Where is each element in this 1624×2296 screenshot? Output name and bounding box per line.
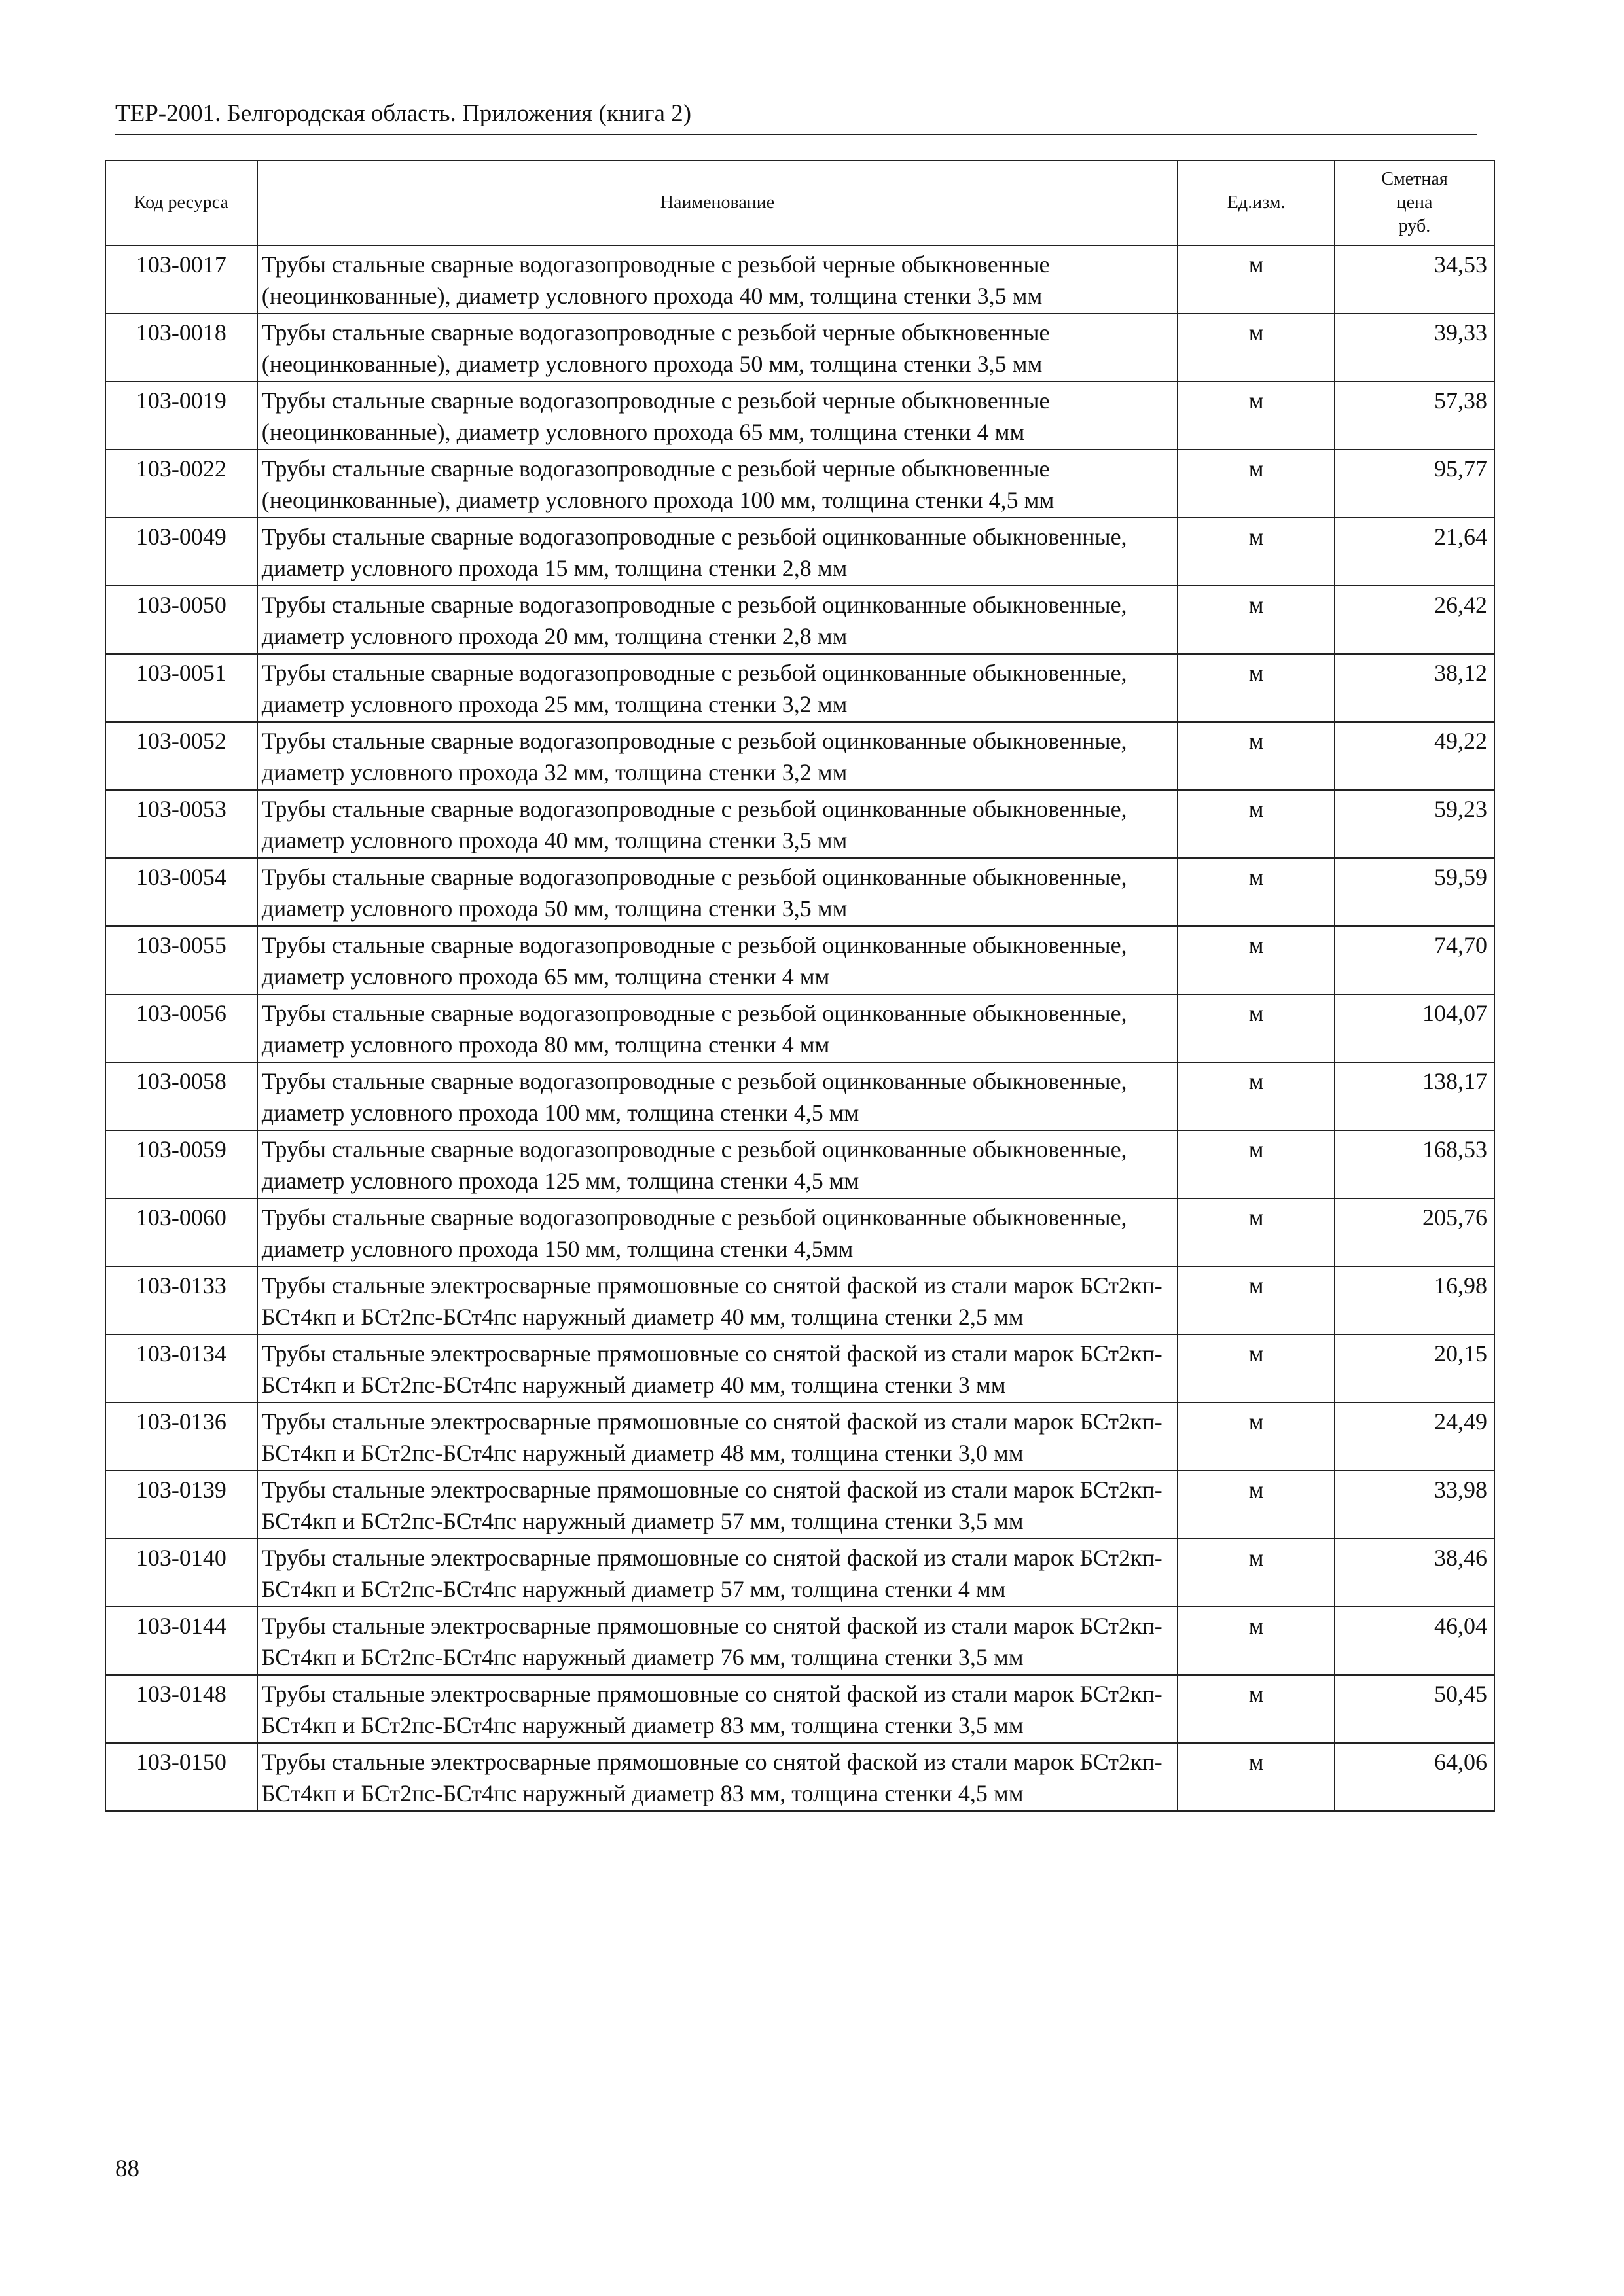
resource-name-cell: Трубы стальные сварные водогазопроводные с резьбой оцинкованные обыкновенные, диаметр условного прохода 15 мм, толщина стенки 2,8 мм: [257, 518, 1178, 586]
unit-cell: м: [1178, 1743, 1335, 1811]
resource-name-cell: Трубы стальные электросварные прямошовные со снятой фаской из стали марок БСт2кп-БСт4кп и БСт2пс-БСт4пс наружный диаметр 83 мм, толщина стенки 4,5 мм: [257, 1743, 1178, 1811]
resource-name-cell: Трубы стальные электросварные прямошовные со снятой фаской из стали марок БСт2кп-БСт4кп и БСт2пс-БСт4пс наружный диаметр 76 мм, толщина стенки 3,5 мм: [257, 1607, 1178, 1675]
resource-code-cell: 103-0140: [105, 1539, 257, 1607]
column-header-name: Наименование: [257, 160, 1178, 245]
column-header-price-line2: цена: [1396, 192, 1433, 213]
price-cell: 74,70: [1335, 926, 1494, 994]
resource-code-cell: 103-0019: [105, 382, 257, 450]
column-header-unit: Ед.изм.: [1178, 160, 1335, 245]
resource-code-cell: 103-0018: [105, 314, 257, 382]
price-cell: 20,15: [1335, 1335, 1494, 1403]
resource-name-cell: Трубы стальные сварные водогазопроводные с резьбой черные обыкновенные (неоцинкованные), диаметр условного прохода 40 мм, толщина стенки 3,5 мм: [257, 245, 1178, 314]
resource-name-cell: Трубы стальные электросварные прямошовные со снятой фаской из стали марок БСт2кп-БСт4кп и БСт2пс-БСт4пс наружный диаметр 40 мм, толщина стенки 3 мм: [257, 1335, 1178, 1403]
table-row: [105, 1130, 1494, 1198]
table-row: [105, 858, 1494, 926]
price-cell: 104,07: [1335, 994, 1494, 1062]
resource-code-cell: 103-0148: [105, 1675, 257, 1743]
resource-code-cell: 103-0060: [105, 1198, 257, 1266]
unit-cell: м: [1178, 1675, 1335, 1743]
table-row: [105, 1198, 1494, 1266]
table-row: [105, 1743, 1494, 1811]
unit-cell: м: [1178, 1266, 1335, 1335]
resource-code-cell: 103-0054: [105, 858, 257, 926]
table-row: [105, 790, 1494, 858]
resource-name-cell: Трубы стальные электросварные прямошовные со снятой фаской из стали марок БСт2кп-БСт4кп и БСт2пс-БСт4пс наружный диаметр 83 мм, толщина стенки 3,5 мм: [257, 1675, 1178, 1743]
table-row: [105, 245, 1494, 314]
unit-cell: м: [1178, 382, 1335, 450]
price-cell: 205,76: [1335, 1198, 1494, 1266]
price-cell: 59,23: [1335, 790, 1494, 858]
table-row: [105, 926, 1494, 994]
resource-code-cell: 103-0133: [105, 1266, 257, 1335]
resource-name-cell: Трубы стальные сварные водогазопроводные с резьбой оцинкованные обыкновенные, диаметр условного прохода 150 мм, толщина стенки 4,5мм: [257, 1198, 1178, 1266]
resource-code-cell: 103-0053: [105, 790, 257, 858]
price-cell: 59,59: [1335, 858, 1494, 926]
price-cell: 138,17: [1335, 1062, 1494, 1130]
resource-name-cell: Трубы стальные электросварные прямошовные со снятой фаской из стали марок БСт2кп-БСт4кп и БСт2пс-БСт4пс наружный диаметр 57 мм, толщина стенки 4 мм: [257, 1539, 1178, 1607]
table-row: [105, 1539, 1494, 1607]
column-header-price-line3: руб.: [1398, 216, 1431, 236]
page-number: 88: [115, 2155, 139, 2182]
resource-code-cell: 103-0051: [105, 654, 257, 722]
resource-name-cell: Трубы стальные сварные водогазопроводные с резьбой оцинкованные обыкновенные, диаметр условного прохода 100 мм, толщина стенки 4,5 мм: [257, 1062, 1178, 1130]
price-cell: 95,77: [1335, 450, 1494, 518]
unit-cell: м: [1178, 926, 1335, 994]
resource-name-cell: Трубы стальные электросварные прямошовные со снятой фаской из стали марок БСт2кп-БСт4кп и БСт2пс-БСт4пс наружный диаметр 57 мм, толщина стенки 3,5 мм: [257, 1471, 1178, 1539]
price-cell: 50,45: [1335, 1675, 1494, 1743]
table-row: [105, 1675, 1494, 1743]
resource-name-cell: Трубы стальные электросварные прямошовные со снятой фаской из стали марок БСт2кп-БСт4кп и БСт2пс-БСт4пс наружный диаметр 48 мм, толщина стенки 3,0 мм: [257, 1403, 1178, 1471]
table-row: [105, 1471, 1494, 1539]
table-row: [105, 382, 1494, 450]
table-row: [105, 722, 1494, 790]
resource-name-cell: Трубы стальные сварные водогазопроводные с резьбой оцинкованные обыкновенные, диаметр условного прохода 65 мм, толщина стенки 4 мм: [257, 926, 1178, 994]
resource-code-cell: 103-0139: [105, 1471, 257, 1539]
resource-name-cell: Трубы стальные сварные водогазопроводные с резьбой оцинкованные обыкновенные, диаметр условного прохода 50 мм, толщина стенки 3,5 мм: [257, 858, 1178, 926]
resource-code-cell: 103-0056: [105, 994, 257, 1062]
price-cell: 57,38: [1335, 382, 1494, 450]
table-row: [105, 450, 1494, 518]
unit-cell: м: [1178, 1539, 1335, 1607]
price-cell: 26,42: [1335, 586, 1494, 654]
price-cell: 34,53: [1335, 245, 1494, 314]
column-header-code: Код ресурса: [105, 160, 257, 245]
table-row: [105, 518, 1494, 586]
price-cell: 38,12: [1335, 654, 1494, 722]
resource-code-cell: 103-0055: [105, 926, 257, 994]
price-cell: 38,46: [1335, 1539, 1494, 1607]
table-row: [105, 1062, 1494, 1130]
resource-code-cell: 103-0136: [105, 1403, 257, 1471]
unit-cell: м: [1178, 1062, 1335, 1130]
page-header-title: ТЕР-2001. Белгородская область. Приложения (книга 2): [115, 97, 1477, 135]
resource-name-cell: Трубы стальные сварные водогазопроводные с резьбой оцинкованные обыкновенные, диаметр условного прохода 40 мм, толщина стенки 3,5 мм: [257, 790, 1178, 858]
resource-code-cell: 103-0150: [105, 1743, 257, 1811]
unit-cell: м: [1178, 1130, 1335, 1198]
unit-cell: м: [1178, 314, 1335, 382]
resource-price-table: [105, 160, 1495, 1812]
table-row: [105, 314, 1494, 382]
resource-name-cell: Трубы стальные сварные водогазопроводные с резьбой оцинкованные обыкновенные, диаметр условного прохода 20 мм, толщина стенки 2,8 мм: [257, 586, 1178, 654]
unit-cell: м: [1178, 722, 1335, 790]
resource-code-cell: 103-0022: [105, 450, 257, 518]
price-cell: 168,53: [1335, 1130, 1494, 1198]
unit-cell: м: [1178, 994, 1335, 1062]
unit-cell: м: [1178, 858, 1335, 926]
resource-name-cell: Трубы стальные сварные водогазопроводные с резьбой черные обыкновенные (неоцинкованные), диаметр условного прохода 50 мм, толщина стенки 3,5 мм: [257, 314, 1178, 382]
column-header-price-line1: Сметная: [1381, 169, 1448, 189]
price-cell: 64,06: [1335, 1743, 1494, 1811]
table-row: [105, 994, 1494, 1062]
table-row: [105, 1266, 1494, 1335]
price-cell: 24,49: [1335, 1403, 1494, 1471]
resource-code-cell: 103-0058: [105, 1062, 257, 1130]
resource-name-cell: Трубы стальные сварные водогазопроводные с резьбой оцинкованные обыкновенные, диаметр условного прохода 25 мм, толщина стенки 3,2 мм: [257, 654, 1178, 722]
price-cell: 33,98: [1335, 1471, 1494, 1539]
price-cell: 39,33: [1335, 314, 1494, 382]
resource-code-cell: 103-0049: [105, 518, 257, 586]
resource-code-cell: 103-0052: [105, 722, 257, 790]
resource-name-cell: Трубы стальные сварные водогазопроводные с резьбой черные обыкновенные (неоцинкованные), диаметр условного прохода 100 мм, толщина стенки 4,5 мм: [257, 450, 1178, 518]
unit-cell: м: [1178, 518, 1335, 586]
table-header-row: [105, 160, 1494, 245]
resource-code-cell: 103-0134: [105, 1335, 257, 1403]
resource-name-cell: Трубы стальные сварные водогазопроводные с резьбой оцинкованные обыкновенные, диаметр условного прохода 125 мм, толщина стенки 4,5 мм: [257, 1130, 1178, 1198]
table-row: [105, 1335, 1494, 1403]
resource-code-cell: 103-0017: [105, 245, 257, 314]
unit-cell: м: [1178, 1471, 1335, 1539]
unit-cell: м: [1178, 654, 1335, 722]
table-body: [105, 245, 1494, 1811]
unit-cell: м: [1178, 586, 1335, 654]
price-cell: 49,22: [1335, 722, 1494, 790]
unit-cell: м: [1178, 245, 1335, 314]
table-row: [105, 1607, 1494, 1675]
resource-code-cell: 103-0144: [105, 1607, 257, 1675]
price-cell: 16,98: [1335, 1266, 1494, 1335]
price-cell: 21,64: [1335, 518, 1494, 586]
price-cell: 46,04: [1335, 1607, 1494, 1675]
table-row: [105, 586, 1494, 654]
resource-name-cell: Трубы стальные сварные водогазопроводные с резьбой черные обыкновенные (неоцинкованные), диаметр условного прохода 65 мм, толщина стенки 4 мм: [257, 382, 1178, 450]
table-row: [105, 654, 1494, 722]
unit-cell: м: [1178, 450, 1335, 518]
unit-cell: м: [1178, 790, 1335, 858]
unit-cell: м: [1178, 1198, 1335, 1266]
column-header-price: [1335, 160, 1494, 245]
unit-cell: м: [1178, 1335, 1335, 1403]
unit-cell: м: [1178, 1607, 1335, 1675]
unit-cell: м: [1178, 1403, 1335, 1471]
resource-name-cell: Трубы стальные сварные водогазопроводные с резьбой оцинкованные обыкновенные, диаметр условного прохода 80 мм, толщина стенки 4 мм: [257, 994, 1178, 1062]
resource-code-cell: 103-0059: [105, 1130, 257, 1198]
resource-name-cell: Трубы стальные электросварные прямошовные со снятой фаской из стали марок БСт2кп-БСт4кп и БСт2пс-БСт4пс наружный диаметр 40 мм, толщина стенки 2,5 мм: [257, 1266, 1178, 1335]
resource-code-cell: 103-0050: [105, 586, 257, 654]
table-row: [105, 1403, 1494, 1471]
resource-name-cell: Трубы стальные сварные водогазопроводные с резьбой оцинкованные обыкновенные, диаметр условного прохода 32 мм, толщина стенки 3,2 мм: [257, 722, 1178, 790]
